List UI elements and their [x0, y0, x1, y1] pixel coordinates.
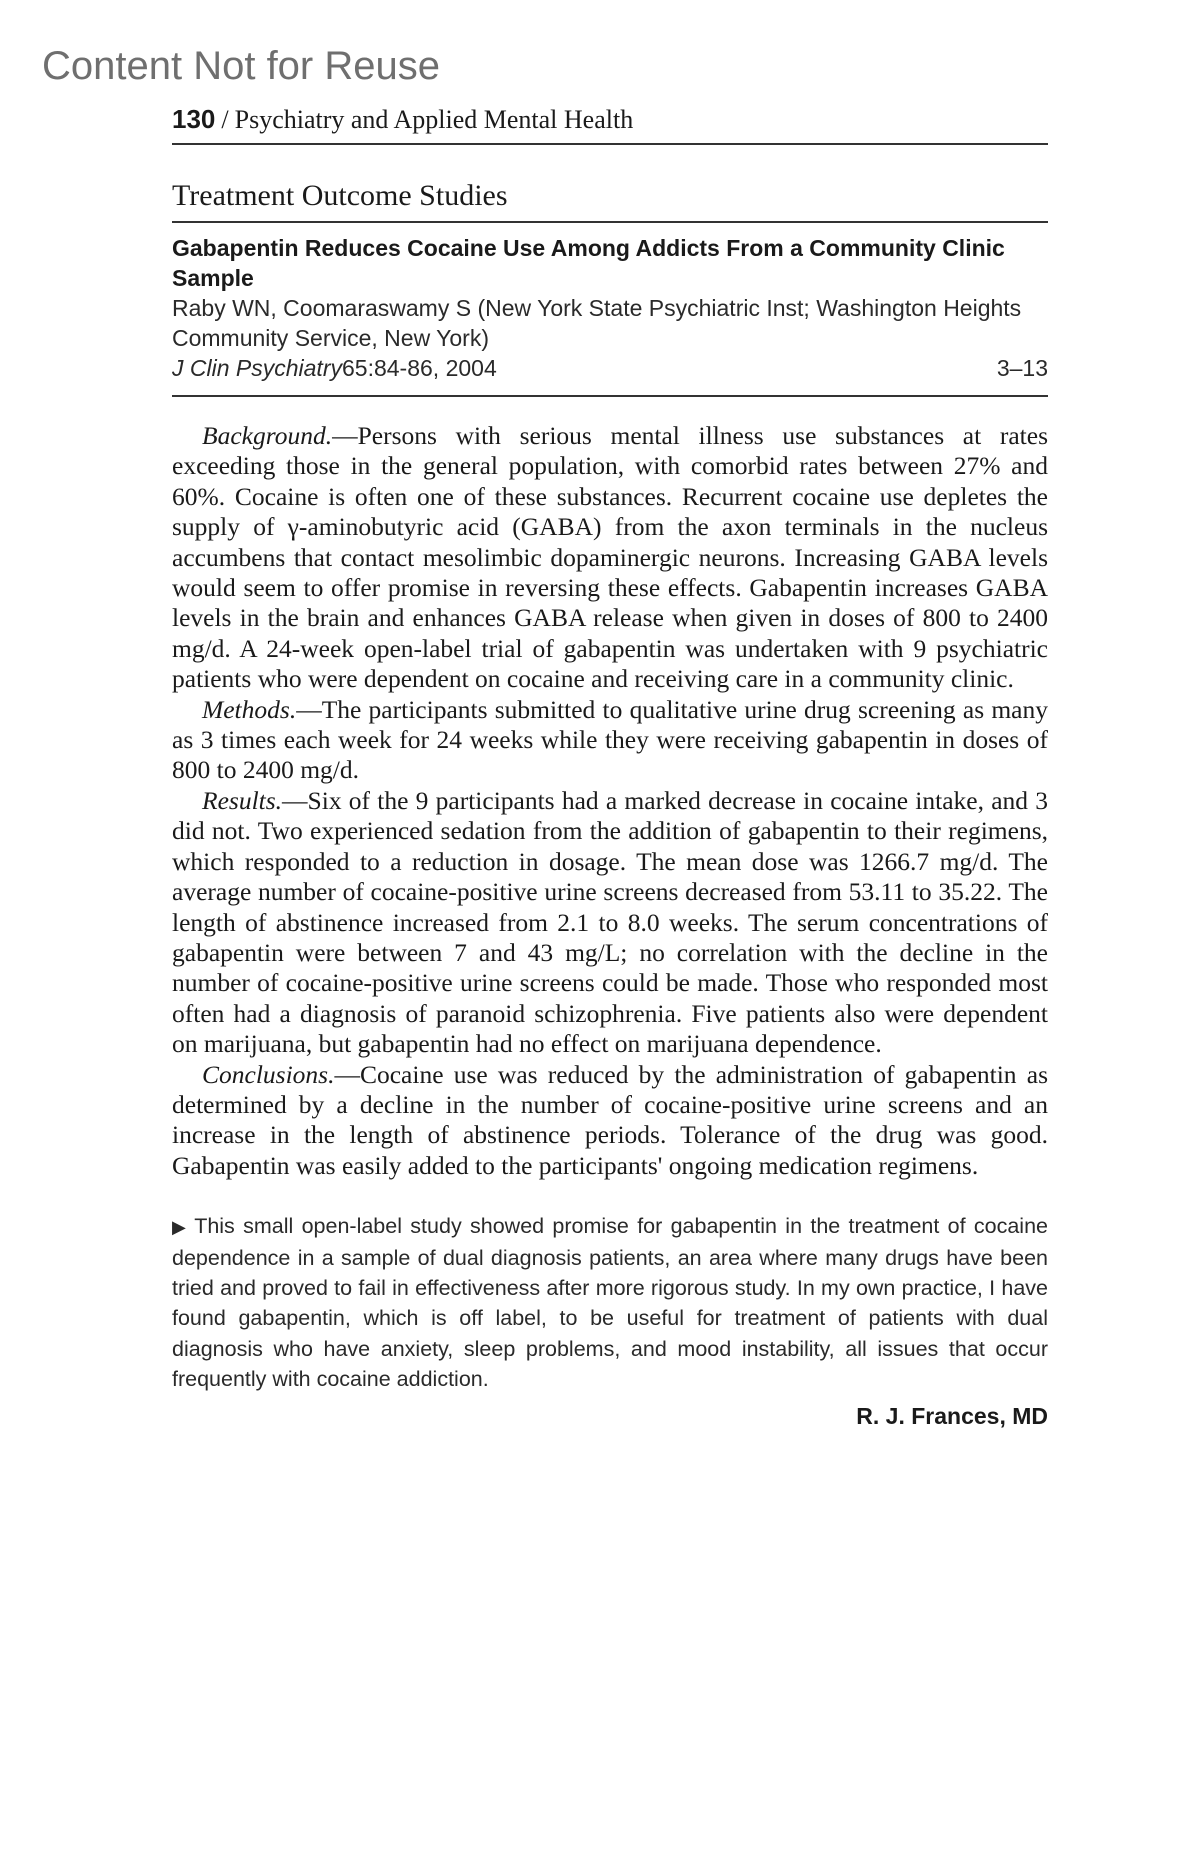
watermark: Content Not for Reuse — [42, 44, 440, 88]
running-head — [172, 104, 1048, 145]
results-text: —Six of the 9 participants had a marked decrease in cocaine intake, and 3 did not. Two experienced sedation from the addition of gabapentin to their regimens, which responded to a reduction in dosage. The mean dose was 1266.7 mg/d. The average number of cocaine-positive urine screens decreased from 53.11 to 35.22. The length of abstinence increased from 2.1 to 8.0 weeks. The serum concentrations of gabapentin were between 7 and 43 mg/L; no correlation with the decline in the number of cocaine-positive urine screens could be made. Those who responded most often had a diagnosis of paranoid schizophrenia. Five patients also were dependent on marijuana, but gabapentin had no effect on marijuana dependence. — [172, 785, 1048, 1059]
commentary — [172, 1211, 1048, 1394]
journal-reference — [172, 353, 497, 383]
page — [172, 104, 1048, 1430]
abstract-background — [172, 421, 1048, 695]
conclusions-label: Conclusions. — [202, 1059, 335, 1089]
commentary-text: This small open-label study showed promise for gabapentin in the treatment of cocaine dependence in a sample of dual diagnosis patients, an area where many drugs have been tried and proved to fail in effectiveness after more rigorous study. In my own practice, I have found gabapentin, which is off label, to be useful for treatment of patients with dual diagnosis who have anxiety, sleep problems, and mood instability, all issues that occur frequently with cocaine addiction. — [172, 1214, 1049, 1392]
background-label: Background. — [202, 421, 333, 450]
journal-line — [172, 353, 1048, 383]
section-title: Treatment Outcome Studies — [172, 179, 1048, 223]
journal-volume-pages-year: 65:84-86, 2004 — [341, 355, 497, 381]
abstract-methods — [172, 695, 1048, 786]
article-authors: Raby WN, Coomaraswamy S (New York State Psychiatric Inst; Washington Heights Community Service, New York) — [172, 295, 1022, 351]
journal-name: J Clin Psychiatry — [172, 355, 342, 381]
abstract-results — [172, 786, 1048, 1060]
triangle-bullet-icon: ▶ — [172, 1217, 189, 1238]
background-text: —Persons with serious mental illness use substances at rates exceeding those in the general population, with comorbid rates between 27% and 60%. Cocaine is often one of these substances. Recurrent cocaine use depletes the supply of γ-aminobutyric acid (GABA) from the axon terminals in the nucleus accumbens that contact mesolimbic dopaminergic neurons. Increasing GABA levels would seem to offer promise in reversing these effects. Gabapentin increases GABA levels in the brain and enhances GABA release when given in doses of 800 to 2400 mg/d. A 24-week open-label trial of gabapentin was undertaken with 9 psychiatric patients who were dependent on cocaine and receiving care in a community clinic. — [172, 421, 1048, 694]
abstract-conclusions — [172, 1060, 1048, 1182]
methods-label: Methods. — [202, 694, 297, 724]
book-title: Psychiatry and Applied Mental Health — [234, 105, 634, 134]
article-title: Gabapentin Reduces Cocaine Use Among Addicts From a Community Clinic Sample — [172, 235, 1005, 291]
results-label: Results. — [202, 785, 283, 815]
methods-text: —The participants submitted to qualitative urine drug screening as many as 3 times each week for 24 weeks while they were receiving gabapentin in doses of 800 to 2400 mg/d. — [172, 694, 1048, 785]
conclusions-text: —Cocaine use was reduced by the administration of gabapentin as determined by a decline in the number of cocaine-positive urine screens and an increase in the length of abstinence periods. Tolerance of the drug was good. Gabapentin was easily added to the participants' ongoing medication regimens. — [172, 1059, 1048, 1180]
commentary-signature: R. J. Frances, MD — [856, 1402, 1048, 1429]
article-code: 3–13 — [996, 355, 1048, 381]
abstract — [172, 421, 1048, 1181]
citation-block — [172, 223, 1048, 397]
page-number: 130 — [172, 104, 216, 134]
header-separator: / — [221, 105, 229, 134]
